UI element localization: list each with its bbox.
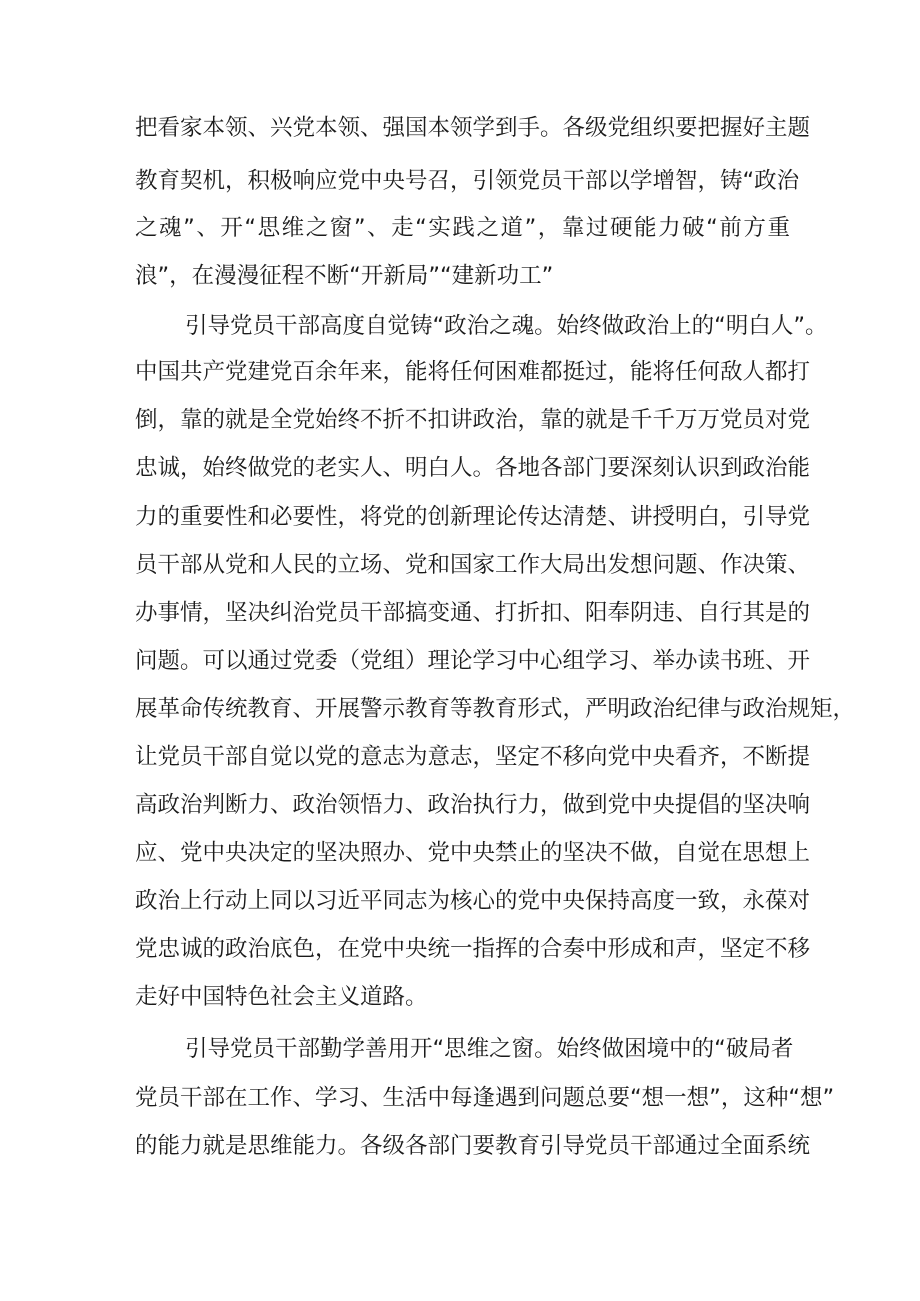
text-line: 展革命传统教育、开展警示教育等教育形式，严明政治纪律与政治规矩，: [135, 696, 856, 722]
text-line: 之魂”、开“思维之窗”、走“实践之道”，靠过硬能力破“前方重: [135, 215, 790, 241]
text-line: 让党员干部自觉以党的意志为意志，坚定不移向党中央看齐，不断提: [135, 744, 811, 770]
text-line: 员干部从党和人民的立场、党和国家工作大局出发想问题、作决策、: [135, 552, 811, 578]
text-line: 力的重要性和必要性，将党的创新理论传达清楚、讲授明白，引导党: [135, 504, 811, 530]
text-line: 党忠诚的政治底色，在党中央统一指挥的合奏中形成和声，坚定不移: [135, 936, 811, 962]
paragraph-heading-line: 引导党员干部勤学善用开“思维之窗。始终做困境中的“破局者: [185, 1036, 794, 1062]
text-line: 办事情，坚决纠治党员干部搞变通、打折扣、阳奉阴违、自行其是的: [135, 600, 811, 626]
text-line: 走好中国特色社会主义道路。: [135, 984, 428, 1010]
text-line: 政治上行动上同以习近平同志为核心的党中央保持高度一致，永葆对: [135, 888, 811, 914]
text-line: 高政治判断力、政治领悟力、政治执行力，做到党中央提倡的坚决响: [135, 792, 811, 818]
paragraph-heading-line: 引导党员干部高度自觉铸“政治之魂。始终做政治上的“明白人”。: [185, 313, 828, 339]
text-line: 倒，靠的就是全党始终不折不扣讲政治，靠的就是千千万万党员对党: [135, 407, 811, 433]
text-line: 的能力就是思维能力。各级各部门要教育引导党员干部通过全面系统: [135, 1133, 811, 1159]
text-line: 忠诚，始终做党的老实人、明白人。各地各部门要深刻认识到政治能: [135, 455, 811, 481]
text-line: 问题。可以通过党委（党组）理论学习中心组学习、举办读书班、开: [135, 648, 811, 674]
text-line: 党员干部在工作、学习、生活中每逢遇到问题总要“想一想”，这种“想”: [135, 1085, 835, 1111]
text-line: 把看家本领、兴党本领、强国本领学到手。各级党组织要把握好主题: [135, 115, 811, 141]
text-line: 应、党中央决定的坚决照办、党中央禁止的坚决不做，自觉在思想上: [135, 840, 811, 866]
text-line: 中国共产党建党百余年来，能将任何困难都挺过，能将任何敌人都打: [135, 359, 811, 385]
text-line: 浪”，在漫漫征程不断“开新局”“建新功工”: [135, 263, 554, 289]
text-line: 教育契机，积极响应党中央号召，引领党员干部以学增智，铸“政治: [135, 168, 800, 194]
